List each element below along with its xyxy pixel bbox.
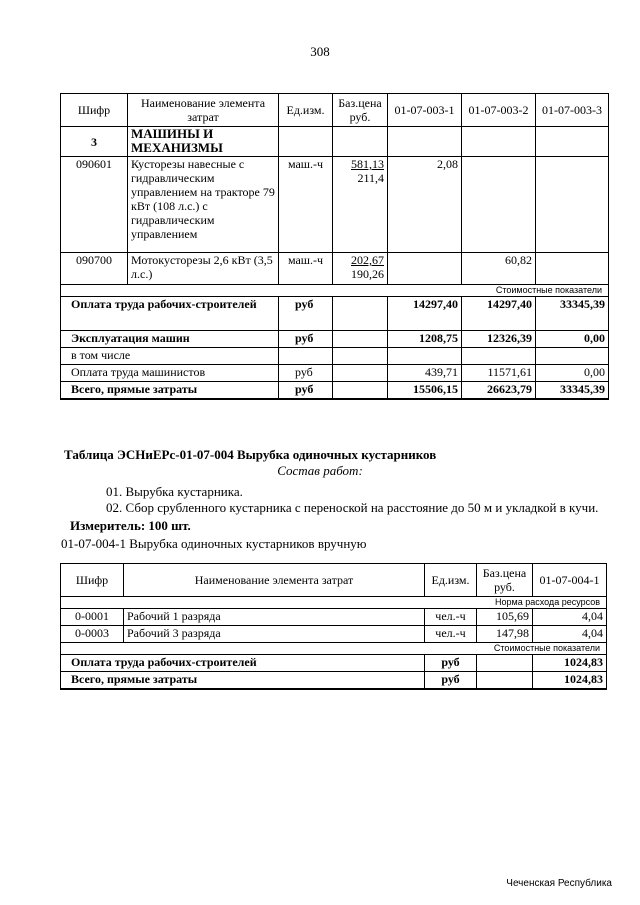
- total-unit: руб: [425, 672, 477, 689]
- header-name: Наименование элемента затрат: [128, 94, 279, 127]
- header-col-1: 01-07-003-1: [388, 94, 462, 127]
- section-name: МАШИНЫ И МЕХАНИЗМЫ: [128, 127, 279, 157]
- table-row: [61, 609, 607, 626]
- row-value-1: 2,08: [388, 157, 462, 253]
- total-name: Оплата труда рабочих-строителей: [61, 297, 279, 331]
- row-code: 090700: [61, 253, 128, 285]
- norm-caption: Норма расхода ресурсов: [61, 597, 607, 609]
- total-value-1: 15506,15: [388, 382, 462, 399]
- total-value-3: 33345,39: [536, 382, 609, 399]
- row-value: 4,04: [533, 626, 607, 643]
- row-value-3: [536, 157, 609, 253]
- total-name: в том числе: [61, 348, 279, 365]
- row-unit: чел.-ч: [425, 609, 477, 626]
- header-col-2: 01-07-003-2: [462, 94, 536, 127]
- row-price-2: 190,26: [351, 267, 384, 281]
- row-name: Кусторезы навесные с гидравлическим управлением на тракторе 79 кВт (108 л.с.) с гидравлическим управлением: [128, 157, 279, 253]
- total-name: Оплата труда рабочих-строителей: [61, 655, 425, 672]
- row-value-2: 60,82: [462, 253, 536, 285]
- total-value-3: 33345,39: [536, 297, 609, 331]
- row-value: 4,04: [533, 609, 607, 626]
- cost-caption-row: [61, 285, 609, 297]
- total-unit: руб: [425, 655, 477, 672]
- table-header-row: [61, 94, 609, 127]
- row-code: 0-0003: [61, 626, 124, 643]
- total-row: [61, 297, 609, 331]
- header-price: Баз.цена руб.: [477, 564, 533, 597]
- header-name: Наименование элемента затрат: [124, 564, 425, 597]
- work-item: 02. Сбор срубленного кустарника с переноской на расстояние до 50 м и укладкой в кучи.: [106, 500, 599, 515]
- total-row: [61, 655, 607, 672]
- total-row: [61, 672, 607, 689]
- total-value-2: 11571,61: [462, 365, 536, 382]
- total-name: Всего, прямые затраты: [61, 382, 279, 399]
- total-unit: руб: [279, 331, 333, 348]
- work-item: 01. Вырубка кустарника.: [106, 484, 243, 499]
- table-row: [61, 626, 607, 643]
- total-row: [61, 331, 609, 348]
- row-price: 581,13: [351, 157, 384, 171]
- row-value-2: [462, 157, 536, 253]
- table-row: [61, 157, 609, 253]
- table-01-07-004: [60, 563, 607, 690]
- total-value-1: 1208,75: [388, 331, 462, 348]
- row-unit: маш.-ч: [279, 253, 333, 285]
- total-unit: руб: [279, 382, 333, 399]
- row-unit: маш.-ч: [279, 157, 333, 253]
- row-price: 147,98: [477, 626, 533, 643]
- cost-caption: Стоимостные показатели: [61, 643, 607, 655]
- row-name: Рабочий 3 разряда: [124, 626, 425, 643]
- total-row: [61, 382, 609, 399]
- row-price: 202,67: [351, 253, 384, 267]
- header-code: Шифр: [61, 94, 128, 127]
- total-unit: руб: [279, 365, 333, 382]
- row-code: 090601: [61, 157, 128, 253]
- header-price: Баз.цена руб.: [333, 94, 388, 127]
- row-unit: чел.-ч: [425, 626, 477, 643]
- total-value-1: 14297,40: [388, 297, 462, 331]
- section-row: [61, 127, 609, 157]
- cost-caption-row: [61, 643, 607, 655]
- total-name: Оплата труда машинистов: [61, 365, 279, 382]
- total-value-2: 26623,79: [462, 382, 536, 399]
- page-number: 308: [310, 44, 330, 59]
- row-name: Рабочий 1 разряда: [124, 609, 425, 626]
- total-name: Эксплуатация машин: [61, 331, 279, 348]
- total-value: 1024,83: [533, 672, 607, 689]
- row-value-3: [536, 253, 609, 285]
- row-price-2: 211,4: [357, 171, 384, 185]
- norm-code-line: 01-07-004-1 Вырубка одиночных кустарников вручную: [61, 536, 367, 551]
- header-unit: Ед.изм.: [425, 564, 477, 597]
- work-composition-heading: Состав работ:: [277, 463, 363, 478]
- table-row: [61, 253, 609, 285]
- total-row: [61, 365, 609, 382]
- total-unit: руб: [279, 297, 333, 331]
- footer-region: Чеченская Республика: [506, 878, 612, 889]
- norm-caption-row: [61, 597, 607, 609]
- row-value-1: [388, 253, 462, 285]
- total-row: [61, 348, 609, 365]
- cost-caption: Стоимостные показатели: [61, 285, 609, 297]
- header-unit: Ед.изм.: [279, 94, 333, 127]
- total-value-1: 439,71: [388, 365, 462, 382]
- header-col-3: 01-07-003-3: [536, 94, 609, 127]
- row-code: 0-0001: [61, 609, 124, 626]
- row-name: Мотокусторезы 2,6 кВт (3,5 л.с.): [128, 253, 279, 285]
- section-title: Таблица ЭСНиЕРс-01-07-004 Вырубка одиночных кустарников: [64, 447, 437, 462]
- row-price: 105,69: [477, 609, 533, 626]
- total-value-2: 12326,39: [462, 331, 536, 348]
- table-01-07-003: [60, 93, 609, 400]
- table-header-row: [61, 564, 607, 597]
- total-value-3: 0,00: [536, 331, 609, 348]
- total-name: Всего, прямые затраты: [61, 672, 425, 689]
- header-code: Шифр: [61, 564, 124, 597]
- total-value: 1024,83: [533, 655, 607, 672]
- total-value-2: 14297,40: [462, 297, 536, 331]
- section-code: 3: [61, 127, 128, 157]
- header-col-1: 01-07-004-1: [533, 564, 607, 597]
- measure-unit: Измеритель: 100 шт.: [70, 518, 191, 533]
- total-value-3: 0,00: [536, 365, 609, 382]
